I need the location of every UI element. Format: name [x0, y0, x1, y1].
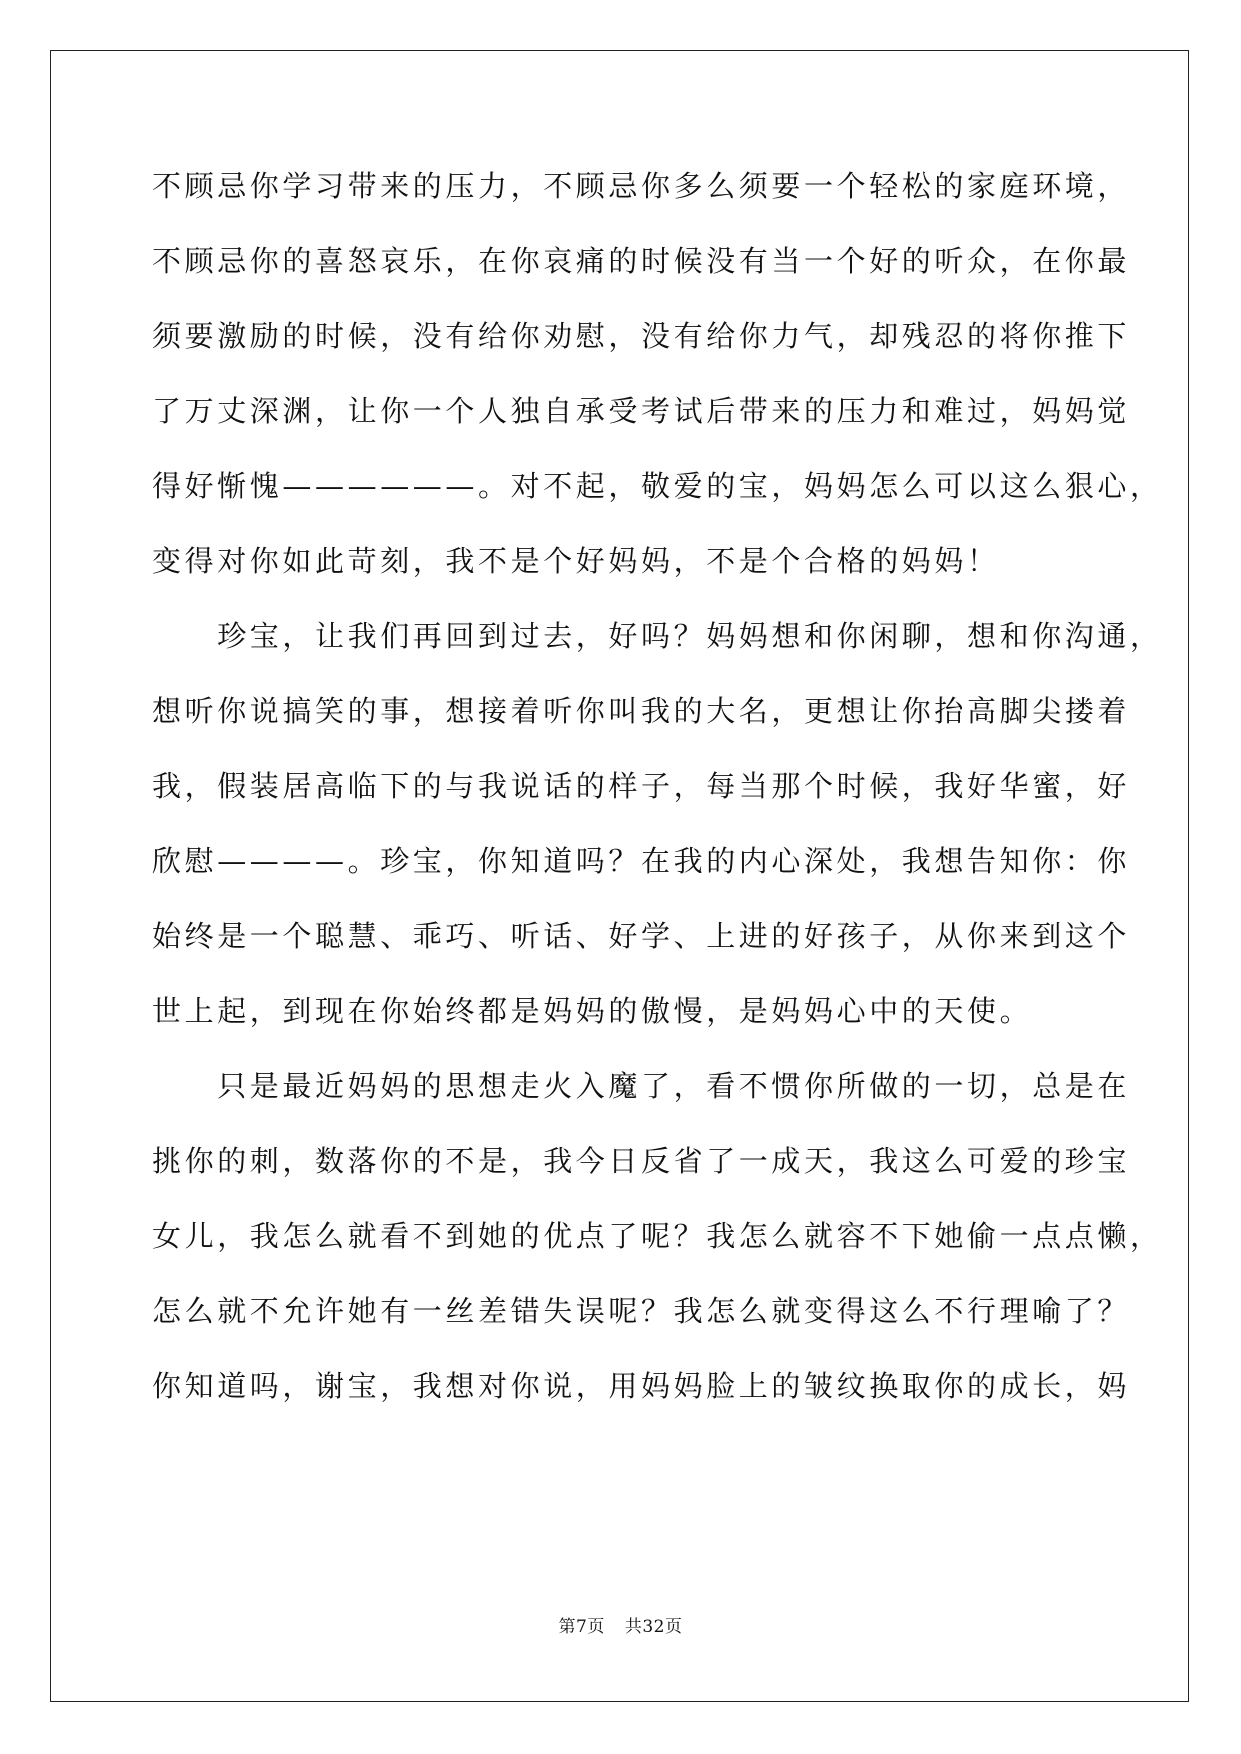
text-line: 女儿，我怎么就看不到她的优点了呢？我怎么就容不下她偷一点点懒，: [152, 1219, 1163, 1253]
text-line: 珍宝，让我们再回到过去，好吗？妈妈想和你闲聊，想和你沟通，: [152, 619, 1163, 653]
text-line: 须要激励的时候，没有给你劝慰，没有给你力气，却残忍的将你推下: [152, 319, 1131, 353]
text-line: 不顾忌你学习带来的压力，不顾忌你多么须要一个轻松的家庭环境，: [152, 169, 1131, 203]
page-total: 共32页: [624, 1617, 683, 1637]
text-line: 世上起，到现在你始终都是妈妈的傲慢，是妈妈心中的天使。: [152, 994, 1033, 1028]
text-line: 得好惭愧——————。对不起，敬爱的宝，妈妈怎么可以这么狠心，: [152, 469, 1163, 503]
text-line: 你知道吗，谢宝，我想对你说，用妈妈脸上的皱纹换取你的成长，妈: [152, 1369, 1131, 1403]
page-footer: [0, 1612, 1241, 1637]
text-line: 怎么就不允许她有一丝差错失误呢？我怎么就变得这么不行理喻了？: [152, 1294, 1131, 1328]
page-number: 第7页: [558, 1617, 605, 1637]
text-line: 了万丈深渊，让你一个人独自承受考试后带来的压力和难过，妈妈觉: [152, 394, 1131, 428]
text-line: 不顾忌你的喜怒哀乐，在你哀痛的时候没有当一个好的听众，在你最: [152, 244, 1131, 278]
text-line: 始终是一个聪慧、乖巧、听话、好学、上进的好孩子，从你来到这个: [152, 919, 1131, 953]
text-line: 挑你的刺，数落你的不是，我今日反省了一成天，我这么可爱的珍宝: [152, 1144, 1131, 1178]
text-line: 我，假装居高临下的与我说话的样子，每当那个时候，我好华蜜，好: [152, 769, 1131, 803]
text-line: 想听你说搞笑的事，想接着听你叫我的大名，更想让你抬高脚尖搂着: [152, 694, 1131, 728]
text-line: 欣慰————。珍宝，你知道吗？在我的内心深处，我想告知你：你: [152, 844, 1131, 878]
text-line: 变得对你如此苛刻，我不是个好妈妈，不是个合格的妈妈！: [152, 544, 1000, 578]
text-line: 只是最近妈妈的思想走火入魔了，看不惯你所做的一切，总是在: [152, 1069, 1131, 1103]
